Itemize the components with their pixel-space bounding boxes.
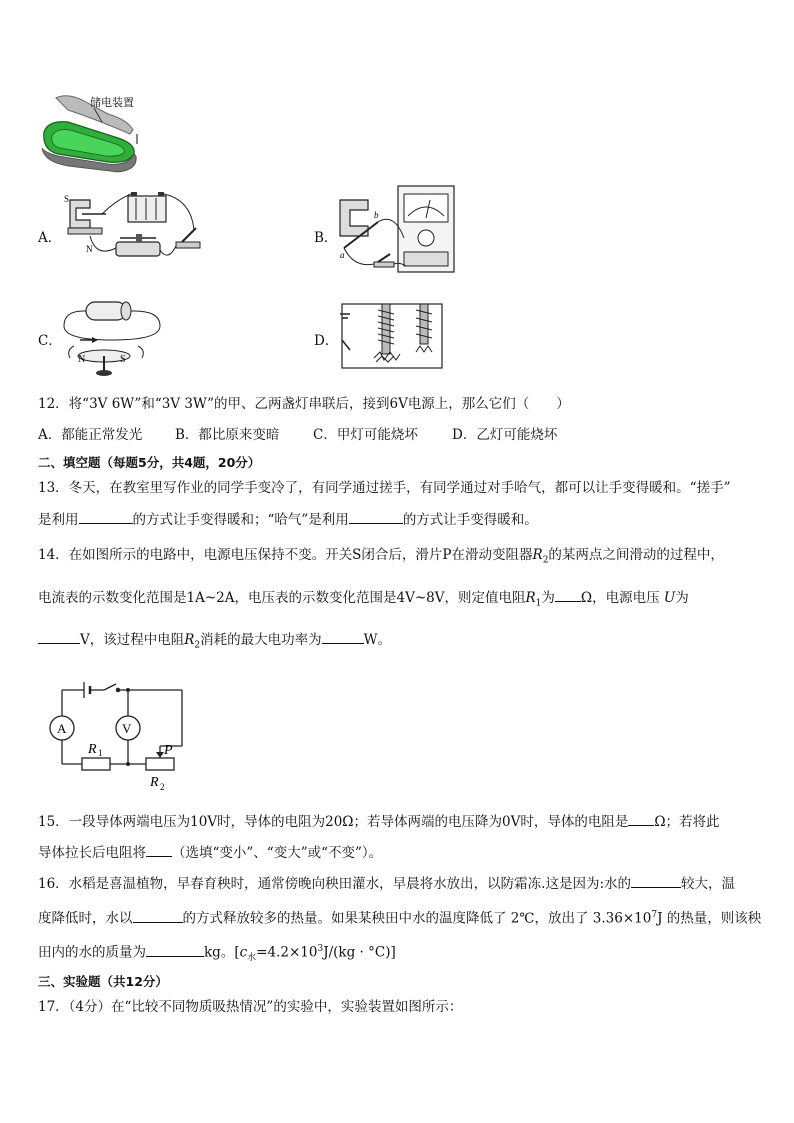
option-c-label: C．: [38, 333, 62, 349]
question-16-line-1: 16．水稻是喜温植物，早春育秧时，通常傍晚向秧田灌水，早晨将水放出，以防霜冻.这是因为:水的 较大，温: [38, 873, 735, 894]
question-12-option-c: C．甲灯可能烧坏: [313, 427, 418, 443]
figure-c-n-label: N: [78, 354, 86, 365]
question-12-option-b: B．都比原来变暗: [175, 427, 280, 443]
section-fill-in-blank-heading: 二、填空题（每题5分，共4题，20分）: [38, 455, 261, 470]
figure-b-b-label: b: [374, 210, 379, 220]
ammeter-label: A: [57, 721, 67, 736]
question-14-line-2: 电流表的示数变化范围是1A~2A，电压表的示数变化范围是4V~8V，则定值电阻$R_1$为 Ω，电源电压 U为: [38, 587, 689, 614]
figure-b-generator-circuit: [334, 182, 459, 276]
option-a-label: A．: [38, 230, 62, 246]
question-13-line-1: 13．冬天，在教室里写作业的同学手变冷了，有同学通过搓手，有同学通过对手哈气，都可以让手变得暖和。“搓手”: [38, 480, 731, 496]
figure-a-motor-circuit: [56, 190, 206, 270]
figure-d-electromagnets: [336, 296, 448, 374]
blank-13-2[interactable]: [349, 509, 403, 524]
question-16-line-3: 田内的水的质量为 kg。$[c_水=4.2\times 10^3J/(kg \cdot ^\circ C)]$: [38, 939, 396, 968]
figure-b-a-label: a: [340, 250, 345, 260]
r2-sub-label: 2: [160, 782, 165, 792]
figure-a-n-label: N: [86, 244, 93, 254]
r1-label: R: [88, 742, 97, 757]
question-12-option-d: D．乙灯可能烧坏: [452, 427, 558, 443]
question-12-option-a: A．都能正常发光: [38, 427, 143, 443]
voltmeter-label: V: [122, 721, 132, 736]
slider-p-label: P: [164, 743, 173, 758]
question-13-line-2: 是利用 的方式让手变得暖和；“哈气”是利用 的方式让手变得暖和。: [38, 509, 538, 530]
question-15-line-1: 15．一段导体两端电压为10V时，导体的电阻为20Ω；若导体两端的电压降为0V时，导体的电阻是 Ω；若将此: [38, 811, 720, 832]
r2-label: R: [150, 775, 159, 790]
question-14-line-3: V，该过程中电阻$R_2$消耗的最大电功率为 W。: [38, 629, 391, 656]
circuit-diagram: [44, 680, 189, 792]
figure-c-s-label: S: [120, 354, 126, 365]
blank-16-1[interactable]: [631, 873, 681, 888]
storage-device-label: 储电装置: [90, 96, 134, 109]
blank-14-1[interactable]: [555, 587, 581, 602]
question-15-line-2: 导体拉长后电阻将 （选填“变小”、“变大”或“不变”）。: [38, 842, 382, 863]
blank-14-2[interactable]: [38, 629, 80, 644]
section-experiment-heading: 三、实验题（共12分）: [38, 974, 168, 989]
figure-a-s-label: S: [64, 194, 70, 204]
blank-15-2[interactable]: [146, 842, 172, 857]
blank-13-1[interactable]: [79, 509, 133, 524]
blank-16-3[interactable]: [146, 942, 204, 957]
question-12: 12．将“3V 6W”和“3V 3W”的甲、乙两盏灯串联后，接到6V电源上，那么它们（ ）: [38, 396, 570, 412]
r1-sub-label: 1: [98, 748, 103, 758]
option-b-label: B．: [314, 230, 338, 246]
blank-16-2[interactable]: [133, 908, 183, 923]
blank-15-1[interactable]: [628, 811, 654, 826]
figure-c-solenoid-compass: [60, 296, 170, 378]
question-16-line-2: 度降低时，水以 的方式释放较多的热量。如果某秧田中水的温度降低了 2℃，放出了 $3.36\times 10^7J$ 的热量，则该秧: [38, 905, 761, 929]
shoe-figure: [38, 90, 148, 175]
question-17: 17．（4分）在“比较不同物质吸热情况”的实验中，实验装置如图所示：: [38, 999, 463, 1015]
blank-14-3[interactable]: [322, 629, 364, 644]
question-14-line-1: 14．在如图所示的电路中，电源电压保持不变。开关S闭合后，滑片P在滑动变阻器$R_2$的某两点之间滑动的过程中，: [38, 547, 724, 566]
option-d-label: D．: [314, 333, 339, 349]
